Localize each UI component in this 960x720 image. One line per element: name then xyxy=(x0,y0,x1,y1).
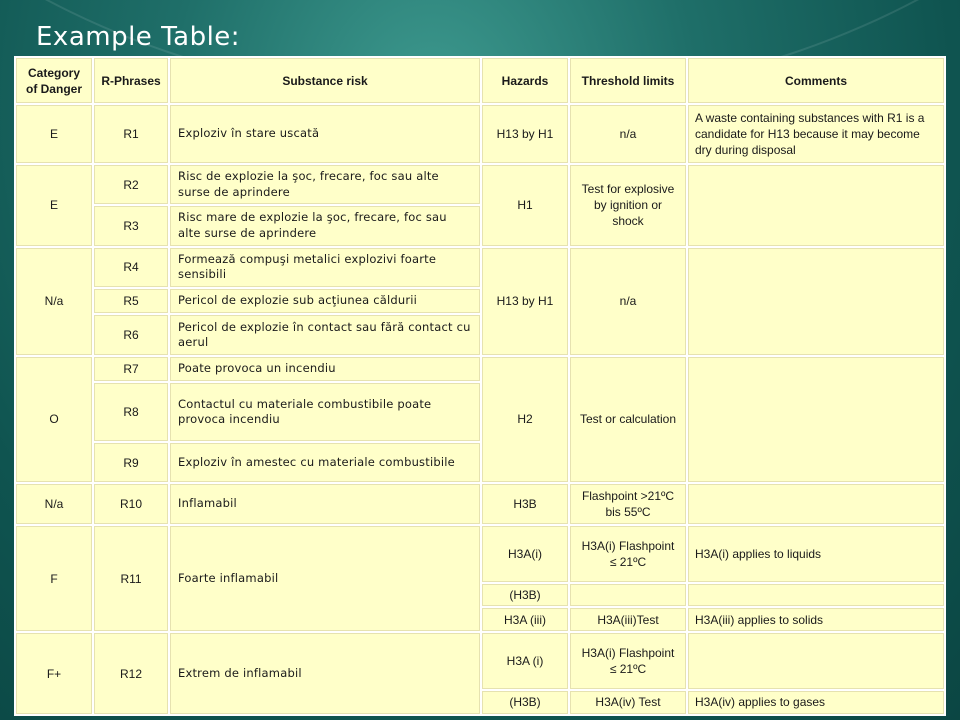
cell-risk: Poate provoca un incendiu xyxy=(170,357,480,382)
cell-comment: H3A(iv) applies to gases xyxy=(688,691,944,714)
cell-hazard: H13 by H1 xyxy=(482,105,568,163)
cell-risk: Exploziv în amestec cu materiale combustibile xyxy=(170,443,480,482)
cell-risk: Risc mare de explozie la şoc, frecare, foc sau alte surse de aprindere xyxy=(170,206,480,245)
cell-risk: Foarte inflamabil xyxy=(170,526,480,631)
slide-title: Example Table: xyxy=(36,22,241,52)
cell-rphrase: R11 xyxy=(94,526,168,631)
cell-hazard: H13 by H1 xyxy=(482,248,568,355)
cell-category: E xyxy=(16,165,92,245)
cell-threshold: Test for explosive by ignition or shock xyxy=(570,165,686,245)
cell-hazard: H3B xyxy=(482,484,568,524)
cell-risk: Inflamabil xyxy=(170,484,480,524)
cell-category: N/a xyxy=(16,248,92,355)
cell-rphrase: R4 xyxy=(94,248,168,287)
cell-threshold: n/a xyxy=(570,105,686,163)
cell-risk: Extrem de inflamabil xyxy=(170,633,480,714)
header-hazards: Hazards xyxy=(482,58,568,103)
cell-threshold: Test or calculation xyxy=(570,357,686,483)
cell-hazard: H3A(i) xyxy=(482,526,568,582)
cell-rphrase: R10 xyxy=(94,484,168,524)
cell-threshold: n/a xyxy=(570,248,686,355)
cell-rphrase: R12 xyxy=(94,633,168,714)
cell-rphrase: R1 xyxy=(94,105,168,163)
cell-risk: Pericol de explozie sub acţiunea căldurii xyxy=(170,289,480,314)
hazard-table xyxy=(14,56,946,716)
table-row xyxy=(16,357,944,382)
cell-risk: Contactul cu materiale combustibile poate provoca incendiu xyxy=(170,383,480,441)
cell-risk: Risc de explozie la şoc, frecare, foc sau alte surse de aprindere xyxy=(170,165,480,204)
cell-threshold: H3A(i) Flashpoint ≤ 21ºC xyxy=(570,526,686,582)
table-row xyxy=(16,105,944,163)
header-risk: Substance risk xyxy=(170,58,480,103)
table-row xyxy=(16,633,944,689)
table-header-row xyxy=(16,58,944,103)
cell-hazard: (H3B) xyxy=(482,584,568,607)
cell-risk: Exploziv în stare uscată xyxy=(170,105,480,163)
cell-hazard: H2 xyxy=(482,357,568,483)
header-rphrases: R-Phrases xyxy=(94,58,168,103)
cell-hazard: H3A (iii) xyxy=(482,608,568,631)
cell-threshold: H3A(iii)Test xyxy=(570,608,686,631)
cell-hazard: (H3B) xyxy=(482,691,568,714)
cell-threshold: H3A(iv) Test xyxy=(570,691,686,714)
table-row xyxy=(16,248,944,287)
cell-comment xyxy=(688,248,944,355)
cell-comment xyxy=(688,484,944,524)
cell-rphrase: R7 xyxy=(94,357,168,382)
cell-rphrase: R2 xyxy=(94,165,168,204)
header-category: Category of Danger xyxy=(16,58,92,103)
cell-category: O xyxy=(16,357,92,483)
cell-comment: H3A(i) applies to liquids xyxy=(688,526,944,582)
table-row xyxy=(16,165,944,204)
cell-comment xyxy=(688,633,944,689)
cell-rphrase: R5 xyxy=(94,289,168,314)
cell-category: E xyxy=(16,105,92,163)
cell-comment: A waste containing substances with R1 is a candidate for H13 because it may become dry during disposal xyxy=(688,105,944,163)
cell-threshold xyxy=(570,584,686,607)
cell-rphrase: R6 xyxy=(94,315,168,354)
cell-comment: H3A(iii) applies to solids xyxy=(688,608,944,631)
cell-rphrase: R8 xyxy=(94,383,168,441)
table-row xyxy=(16,526,944,582)
hazard-table-container xyxy=(14,56,944,716)
cell-comment xyxy=(688,357,944,483)
cell-rphrase: R9 xyxy=(94,443,168,482)
cell-comment xyxy=(688,584,944,607)
cell-rphrase: R3 xyxy=(94,206,168,245)
cell-risk: Pericol de explozie în contact sau fără contact cu aerul xyxy=(170,315,480,354)
cell-category: F xyxy=(16,526,92,631)
cell-threshold: H3A(i) Flashpoint ≤ 21ºC xyxy=(570,633,686,689)
cell-category: F+ xyxy=(16,633,92,714)
cell-category: N/a xyxy=(16,484,92,524)
cell-comment xyxy=(688,165,944,245)
cell-hazard: H1 xyxy=(482,165,568,245)
header-threshold: Threshold limits xyxy=(570,58,686,103)
cell-threshold: Flashpoint >21ºC bis 55ºC xyxy=(570,484,686,524)
cell-hazard: H3A (i) xyxy=(482,633,568,689)
header-comments: Comments xyxy=(688,58,944,103)
cell-risk: Formează compuşi metalici explozivi foarte sensibili xyxy=(170,248,480,287)
table-row xyxy=(16,484,944,524)
